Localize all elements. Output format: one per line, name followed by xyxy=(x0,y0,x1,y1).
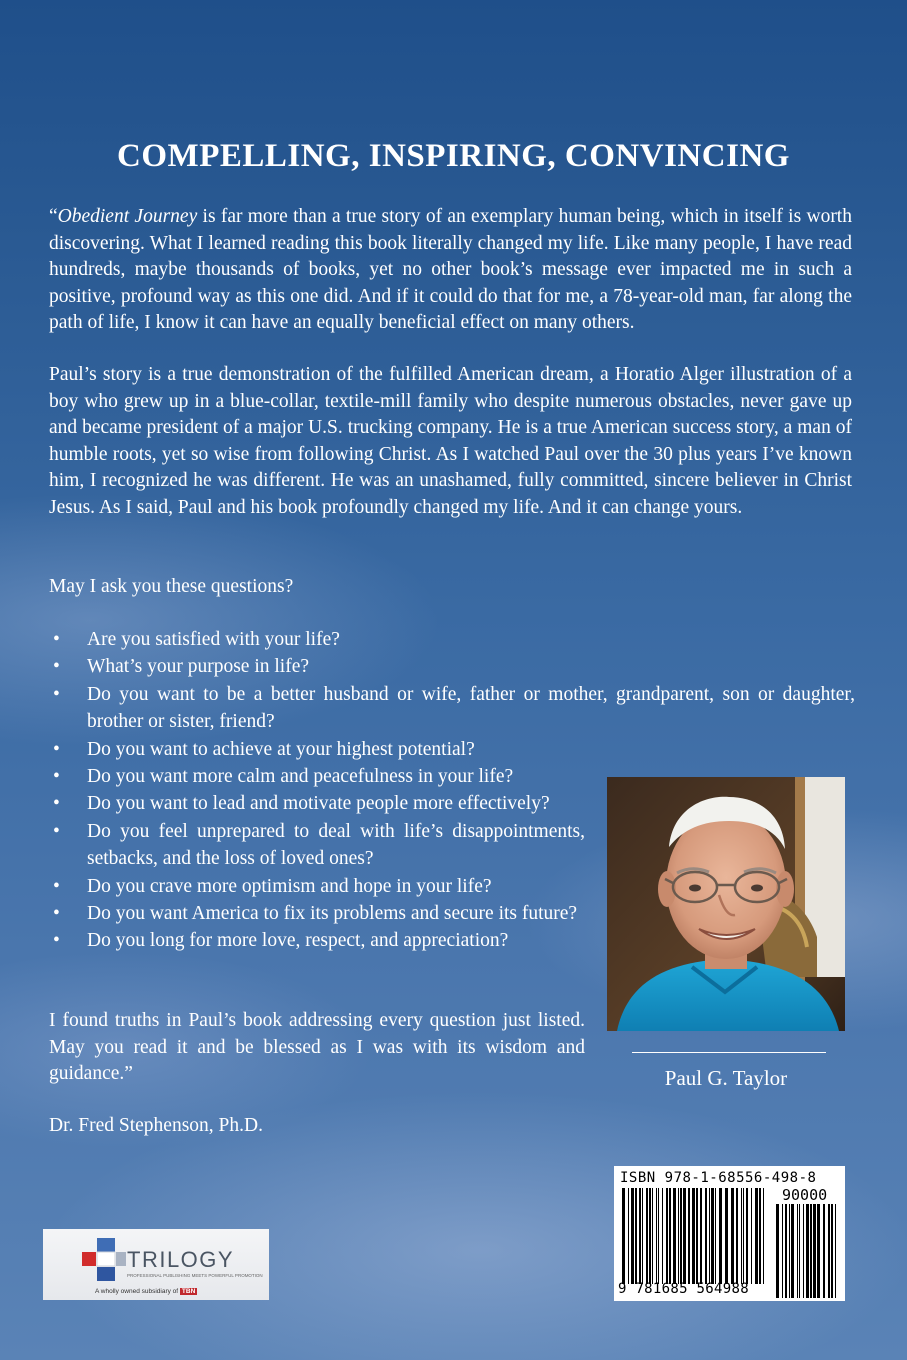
barcode-bar xyxy=(622,1188,625,1284)
list-item: • Do you want to lead and motivate people more effectively? xyxy=(49,790,585,817)
barcode-bar xyxy=(628,1188,629,1284)
barcode-bar xyxy=(725,1188,728,1284)
barcode-bar xyxy=(649,1188,651,1284)
quote-attribution: Dr. Fred Stephenson, Ph.D. xyxy=(49,1115,263,1136)
barcode-bar xyxy=(736,1188,738,1284)
publisher-tagline: PROFESSIONAL PUBLISHING MEETS POWERFUL PROMOTION xyxy=(127,1273,263,1278)
barcode-bar xyxy=(776,1204,779,1298)
barcode-bar xyxy=(806,1204,809,1298)
barcode-bar xyxy=(755,1188,758,1284)
barcode-bar xyxy=(715,1188,716,1284)
barcode-bar xyxy=(656,1188,657,1284)
barcode-bar xyxy=(803,1204,804,1298)
barcode-bar xyxy=(810,1204,812,1298)
subsidiary-text: A wholly owned subsidiary of xyxy=(95,1288,179,1295)
barcode-bar xyxy=(763,1188,764,1284)
barcode-bar xyxy=(662,1188,663,1284)
barcode-bar xyxy=(692,1188,695,1284)
barcode-bar xyxy=(789,1204,790,1298)
barcode-bar xyxy=(828,1204,830,1298)
barcode-bar xyxy=(791,1204,794,1298)
barcode-bar xyxy=(642,1188,643,1284)
barcode-bar xyxy=(799,1204,800,1298)
barcode-bar xyxy=(652,1188,653,1284)
questions-intro: May I ask you these questions? xyxy=(49,576,294,597)
barcode-bar xyxy=(635,1188,637,1284)
publisher-logo xyxy=(43,1229,269,1300)
author-portrait-illustration xyxy=(607,777,845,1031)
list-item: • Do you want more calm and peacefulness in your life? xyxy=(49,763,585,790)
barcode-bar xyxy=(797,1204,798,1298)
barcode-bar xyxy=(831,1204,833,1298)
list-item: • Do you want to achieve at your highest potential? xyxy=(49,736,855,763)
barcode-bar xyxy=(680,1188,682,1284)
publisher-subsidiary xyxy=(95,1288,197,1295)
price-code: 90000 xyxy=(782,1186,828,1204)
list-item: • Do you want America to fix its problems and secure its future? xyxy=(49,900,585,927)
list-item: • Do you crave more optimism and hope in your life? xyxy=(49,873,585,900)
quote-paragraph-2: Paul’s story is a true demonstration of the fulfilled American dream, a Horatio Alger illustration of a boy who grew up in a blue-collar, textile-mill family who despite numerous obstacles, never gave up and became president of a major U.S. trucking company. He is a true American success story, a man of humble roots, yet so wise from following Christ. As I watched Paul over the 30 plus years I’ve known him, I recognized he was different. He was an unashamed, fully committed, sincere believer in Christ Jesus. As I said, Paul and his book profoundly changed my life. And it can change yours. xyxy=(49,364,852,518)
quote-paragraph-1-text: is far more than a true story of an exemplary human being, which in itself is worth discovering. What I learned reading this book literally changed my life. Like many people, I have read hundreds, maybe thousands of books, yet no other book’s message ever impacted me in such a positive, profound way as this one did. And if it could do that for me, a 78-year-old man, far along the path of life, I know it can have an equally beneficial effect on many others. xyxy=(49,206,852,333)
barcode-bar xyxy=(785,1204,787,1298)
barcode-bar xyxy=(631,1188,634,1284)
publisher-name: TRILOGY xyxy=(127,1247,235,1272)
barcode-bar xyxy=(813,1204,816,1298)
barcode-bar xyxy=(678,1188,679,1284)
barcode-bar xyxy=(759,1188,761,1284)
barcode-bar xyxy=(639,1188,641,1284)
isbn-barcode xyxy=(614,1166,845,1301)
barcode-bar xyxy=(746,1188,748,1284)
tbn-logo: TBN xyxy=(181,1288,196,1295)
list-item: • Do you feel unprepared to deal with life’s disappointments, setbacks, and the loss of loved ones? xyxy=(49,818,585,873)
back-cover-heading: COMPELLING, INSPIRING, CONVINCING xyxy=(117,138,790,174)
barcode-bar xyxy=(743,1188,744,1284)
barcode-bar xyxy=(719,1188,722,1284)
barcode-bar xyxy=(751,1188,752,1284)
list-item: • Are you satisfied with your life? xyxy=(49,626,855,653)
book-title: Obedient Journey xyxy=(57,206,198,227)
author-photo-caption: Paul G. Taylor xyxy=(664,1066,788,1090)
list-item: • Do you long for more love, respect, and appreciation? xyxy=(49,927,585,954)
barcode-bar xyxy=(688,1188,690,1284)
list-item: • What’s your purpose in life? xyxy=(49,653,855,680)
barcode-bar xyxy=(711,1188,714,1284)
barcode-bar xyxy=(782,1204,783,1298)
barcode-bar xyxy=(817,1204,820,1298)
list-item: • Do you want to be a better husband or wife, father or mother, grandparent, son or daughter, brother or sister, friend? xyxy=(49,681,855,736)
quote-closing: I found truths in Paul’s book addressing every question just listed. May you read it and be blessed as I was with its wisdom and guidance.” xyxy=(49,1010,585,1084)
barcode-bar xyxy=(709,1188,710,1284)
barcode-bar xyxy=(666,1188,668,1284)
barcode-bar xyxy=(705,1188,707,1284)
barcode-bar xyxy=(700,1188,702,1284)
barcode-bar xyxy=(646,1188,648,1284)
barcode-bar xyxy=(673,1188,676,1284)
open-quote-mark: “ xyxy=(49,206,58,227)
ean-digits: 9 781685 564988 xyxy=(618,1281,749,1297)
barcode-bar xyxy=(823,1204,825,1298)
barcode-bar xyxy=(835,1204,836,1298)
caption-divider xyxy=(632,1052,826,1053)
barcode-bar xyxy=(658,1188,659,1284)
barcode-bar xyxy=(696,1188,698,1284)
isbn-label: ISBN 978-1-68556-498-8 xyxy=(620,1170,817,1186)
barcode-bar xyxy=(683,1188,686,1284)
author-photo xyxy=(607,777,845,1031)
barcode-bar xyxy=(669,1188,671,1284)
barcode-bar xyxy=(741,1188,742,1284)
quote-paragraph-1 xyxy=(49,204,852,337)
barcode-bar xyxy=(731,1188,734,1284)
